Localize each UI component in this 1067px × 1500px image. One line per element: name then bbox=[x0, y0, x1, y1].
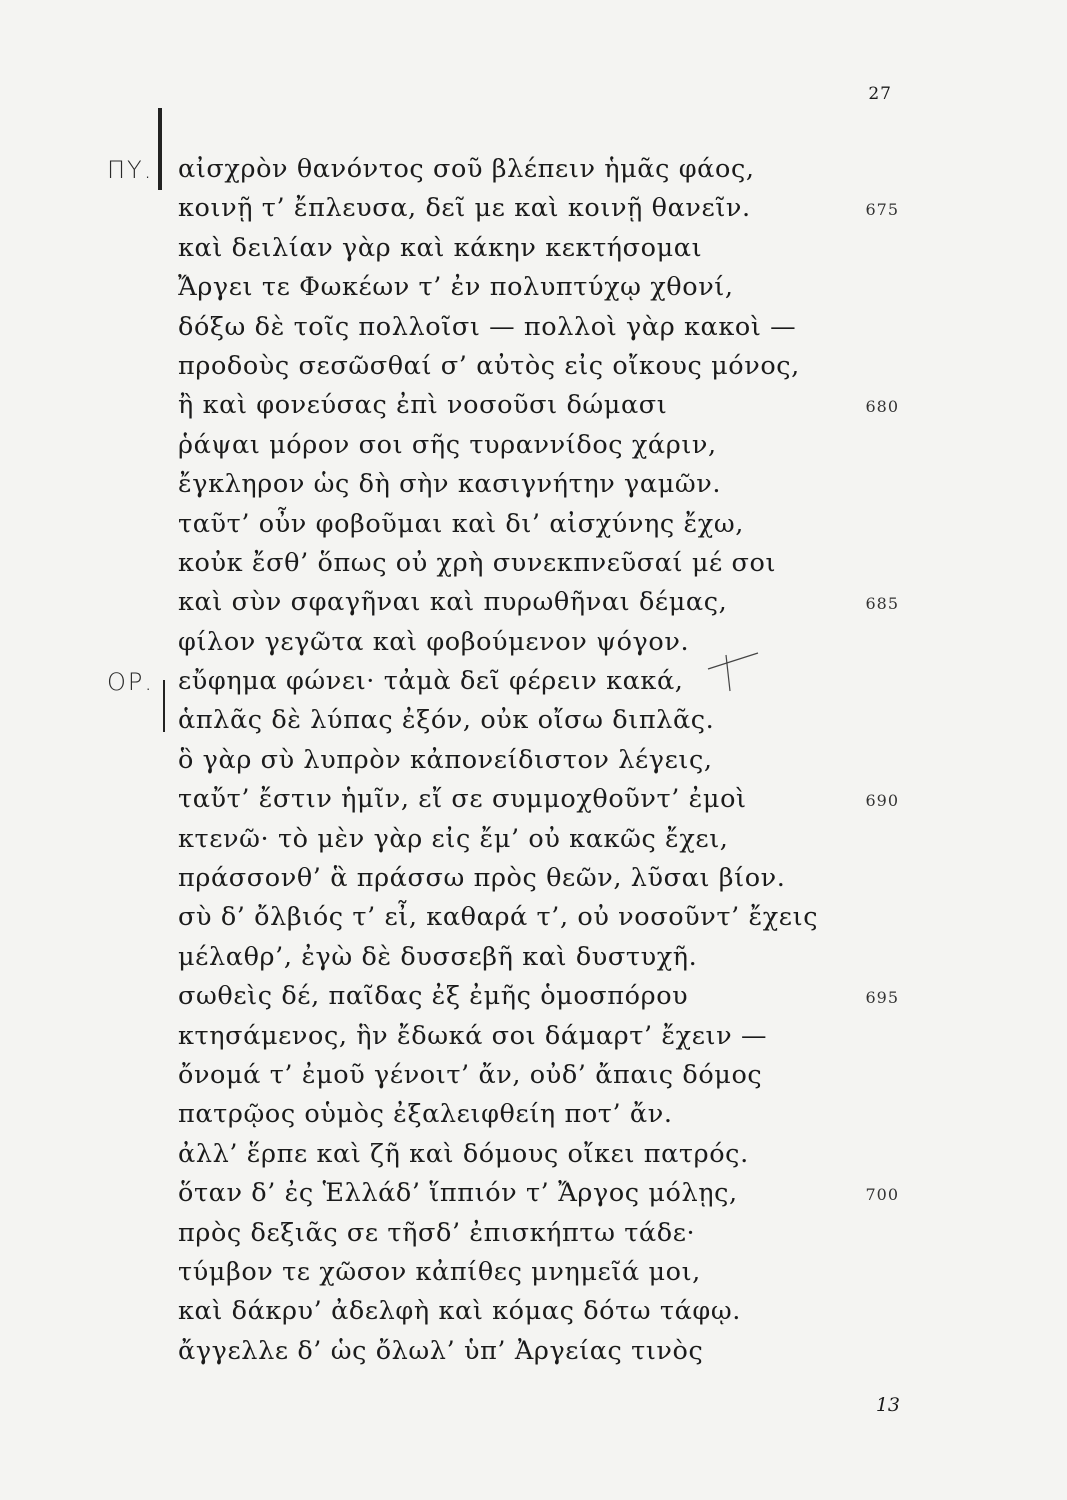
verse-line bbox=[0, 1334, 1067, 1373]
verse-text: ἁπλᾶς δὲ λύπας ἐξόν, οὐκ οἴσω διπλᾶς. bbox=[178, 705, 715, 736]
line-number: 700 bbox=[865, 1185, 899, 1205]
verse-line bbox=[0, 664, 1067, 703]
verse-line bbox=[0, 507, 1067, 546]
verse-text: ταῦτ’ οὖν φοβοῦμαι καὶ δι’ αἰσχύνης ἔχω, bbox=[178, 508, 744, 539]
verse-line bbox=[0, 979, 1067, 1018]
verse-text: τύμβον τε χῶσον κἀπίθες μνημεῖά μοι, bbox=[178, 1256, 701, 1287]
line-number: 695 bbox=[865, 988, 899, 1008]
verse-text: προδοὺς σεσῶσθαί σ’ αὐτὸς εἰς οἴκους μόνος, bbox=[178, 350, 800, 381]
verse-line bbox=[0, 467, 1067, 506]
verse-text: εὔφημα φώνει· τἀμὰ δεῖ φέρειν κακά, bbox=[178, 666, 684, 697]
printer-signature: 13 bbox=[875, 1394, 900, 1416]
verse-line bbox=[0, 1255, 1067, 1294]
verse-line bbox=[0, 270, 1067, 309]
verse-line bbox=[0, 310, 1067, 349]
verse-text: καὶ σὺν σφαγῆναι καὶ πυρωθῆναι δέμας, bbox=[178, 587, 728, 618]
verse-text: μέλαθρ’, ἐγὼ δὲ δυσσεβῆ καὶ δυστυχῆ. bbox=[178, 941, 698, 972]
verse-text: κοὐκ ἔσθ’ ὅπως οὐ χρὴ συνεκπνεῦσαί μέ σοι bbox=[178, 547, 777, 578]
verse-text: ἔγκληρον ὡς δὴ σὴν κασιγνήτην γαμῶν. bbox=[178, 469, 722, 500]
verse-text: ῥάψαι μόρον σοι σῆς τυραννίδος χάριν, bbox=[178, 429, 717, 460]
verse-text: κοινῇ τ’ ἔπλευσα, δεῖ με καὶ κοινῇ θανεῖν. bbox=[178, 193, 751, 224]
verse-text: καὶ δάκρυ’ ἀδελφὴ καὶ κόμας δότω τάφῳ. bbox=[178, 1296, 741, 1327]
verse-block bbox=[0, 152, 1067, 1373]
verse-text: καὶ δειλίαν γὰρ καὶ κάκην κεκτήσομαι bbox=[178, 232, 703, 263]
verse-line bbox=[0, 1216, 1067, 1255]
speaker-label: ΟΡ. bbox=[107, 668, 154, 697]
verse-line bbox=[0, 428, 1067, 467]
verse-line bbox=[0, 152, 1067, 191]
verse-line bbox=[0, 822, 1067, 861]
verse-line bbox=[0, 585, 1067, 624]
verse-text: σὺ δ’ ὄλβιός τ’ εἶ, καθαρά τ’, οὐ νοσοῦντ’ ἔχεις bbox=[178, 902, 819, 933]
verse-text: ὅταν δ’ ἐς Ἑλλάδ’ ἵππιόν τ’ Ἄργος μόλῃς, bbox=[178, 1178, 738, 1209]
verse-text: κτησάμενος, ἣν ἔδωκά σοι δάμαρτ’ ἔχειν — bbox=[178, 1020, 768, 1051]
verse-text: κτενῶ· τὸ μὲν γὰρ εἰς ἔμ’ οὐ κακῶς ἔχει, bbox=[178, 823, 729, 854]
line-number: 690 bbox=[865, 791, 899, 811]
verse-line bbox=[0, 191, 1067, 230]
verse-line bbox=[0, 1019, 1067, 1058]
verse-text: πράσσονθ’ ἃ πράσσω πρὸς θεῶν, λῦσαι βίον. bbox=[178, 863, 786, 894]
verse-text: δόξω δὲ τοῖς πολλοῖσι — πολλοὶ γὰρ κακοὶ — bbox=[178, 311, 797, 342]
verse-text: Ἄργει τε Φωκέων τ’ ἐν πολυπτύχῳ χθονί, bbox=[178, 272, 734, 303]
verse-line bbox=[0, 349, 1067, 388]
verse-text: ὄνομά τ’ ἐμοῦ γένοιτ’ ἄν, οὐδ’ ἄπαις δόμος bbox=[178, 1059, 763, 1090]
verse-line bbox=[0, 861, 1067, 900]
verse-text: ἀλλ’ ἕρπε καὶ ζῆ καὶ δόμους οἴκει πατρός. bbox=[178, 1138, 749, 1169]
verse-text: αἰσχρὸν θανόντος σοῦ βλέπειν ἡμᾶς φάος, bbox=[178, 154, 755, 184]
verse-line bbox=[0, 1176, 1067, 1215]
page-number: 27 bbox=[868, 84, 892, 104]
verse-text: ἄγγελλε δ’ ὡς ὄλωλ’ ὑπ’ Ἀργείας τινὸς bbox=[178, 1335, 704, 1366]
verse-line bbox=[0, 703, 1067, 742]
verse-line bbox=[0, 1137, 1067, 1176]
speaker-label: ΠΥ. bbox=[107, 156, 154, 184]
line-number: 680 bbox=[865, 397, 899, 417]
verse-text: πρὸς δεξιᾶς σε τῆσδ’ ἐπισκήπτω τάδε· bbox=[178, 1217, 696, 1248]
verse-line bbox=[0, 546, 1067, 585]
verse-line bbox=[0, 388, 1067, 427]
verse-text: ταὔτ’ ἔστιν ἡμῖν, εἴ σε συμμοχθοῦντ’ ἐμοὶ bbox=[178, 784, 747, 815]
verse-line bbox=[0, 900, 1067, 939]
line-number: 675 bbox=[865, 200, 899, 220]
verse-line bbox=[0, 782, 1067, 821]
line-number: 685 bbox=[865, 594, 899, 614]
verse-text: σωθεὶς δέ, παῖδας ἐξ ἐμῆς ὁμοσπόρου bbox=[178, 981, 689, 1012]
verse-line bbox=[0, 625, 1067, 664]
verse-line bbox=[0, 1294, 1067, 1333]
verse-line bbox=[0, 1097, 1067, 1136]
verse-text: ὃ γὰρ σὺ λυπρὸν κἀπονείδιστον λέγεις, bbox=[178, 744, 713, 775]
verse-text: ἢ καὶ φονεύσας ἐπὶ νοσοῦσι δώμασι bbox=[178, 390, 668, 421]
verse-text: πατρῷος οὑμὸς ἐξαλειφθείη ποτ’ ἄν. bbox=[178, 1099, 673, 1130]
verse-text: φίλον γεγῶτα καὶ φοβούμενον ψόγον. bbox=[178, 626, 690, 657]
verse-line bbox=[0, 1058, 1067, 1097]
verse-line bbox=[0, 231, 1067, 270]
verse-line bbox=[0, 940, 1067, 979]
verse-line bbox=[0, 743, 1067, 782]
